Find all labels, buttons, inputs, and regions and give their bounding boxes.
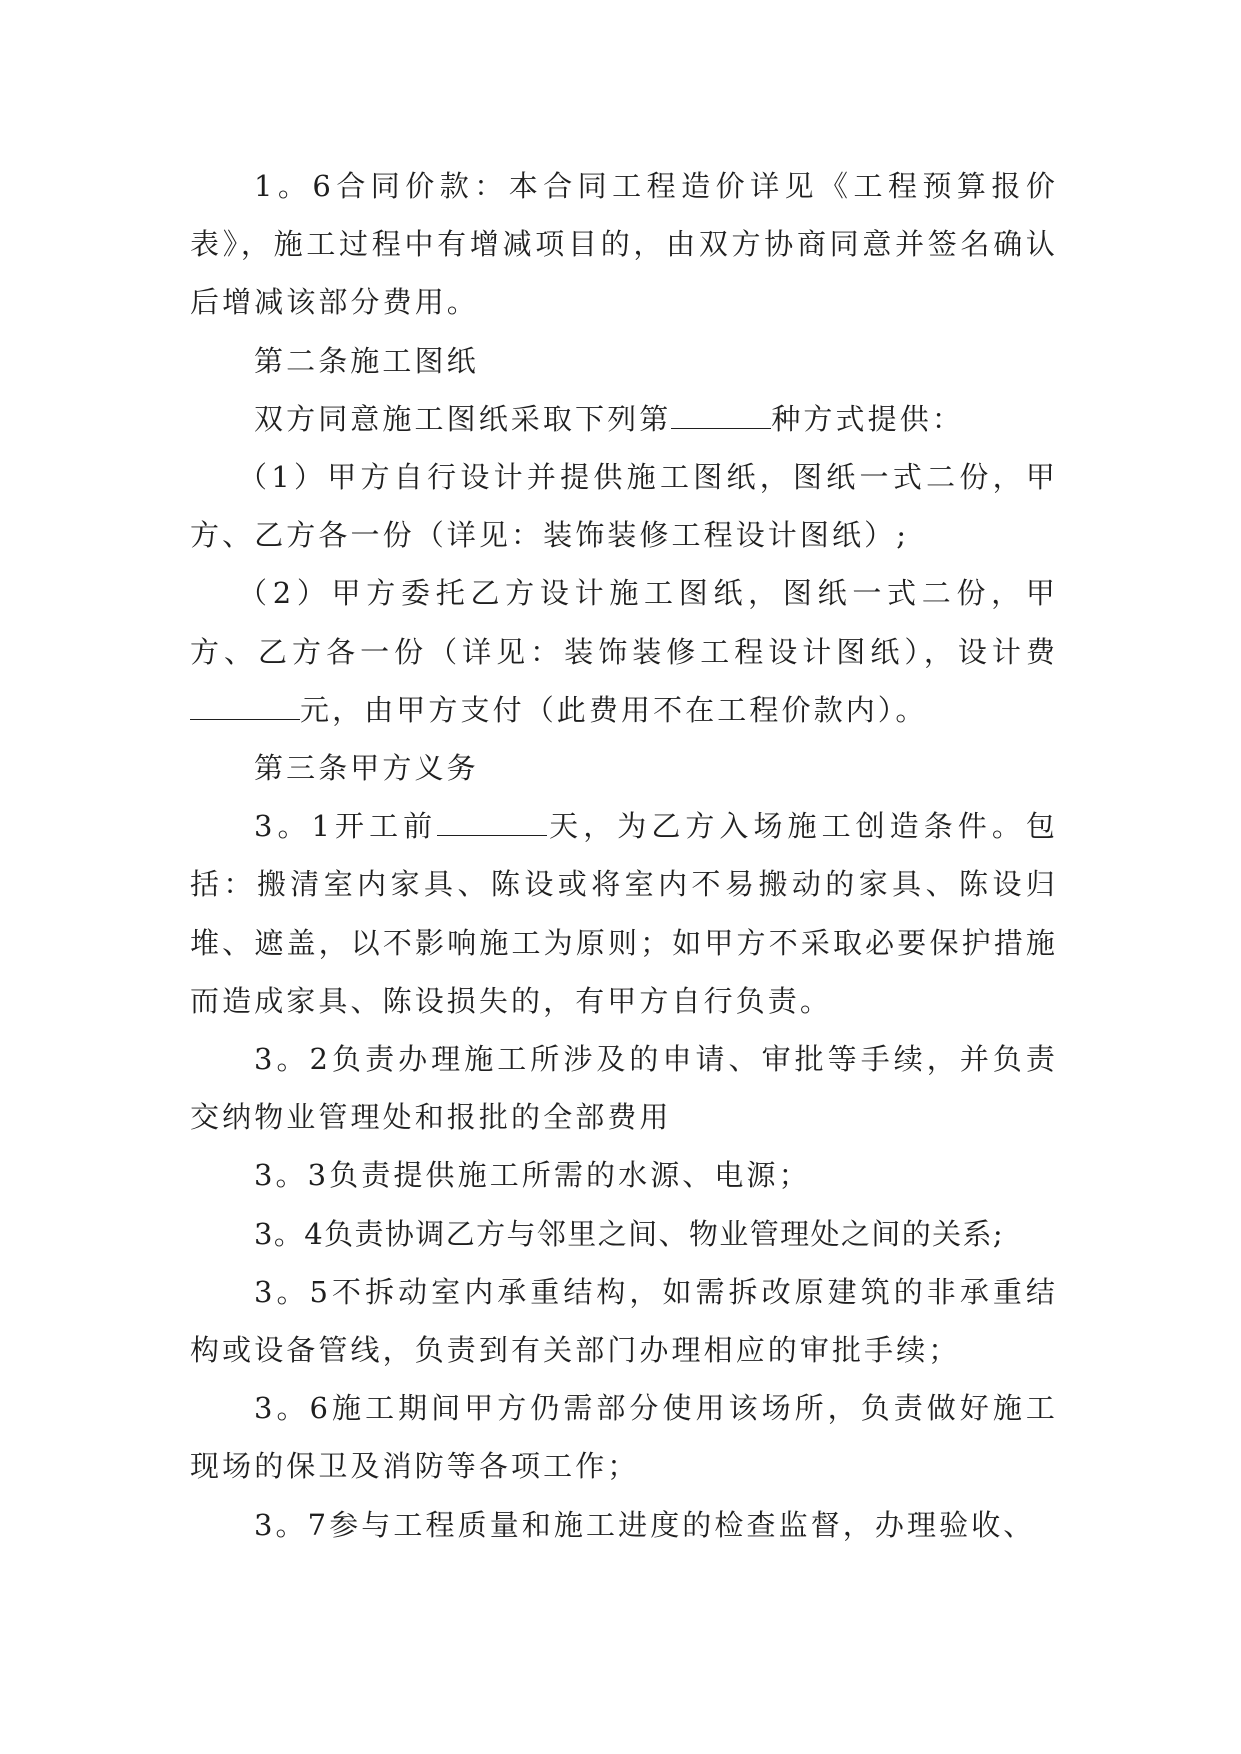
document-body <box>190 157 1058 1554</box>
drawings-method-paragraph <box>190 390 1058 448</box>
option-2-text-before: （2）甲方委托乙方设计施工图纸，图纸一式二份，甲方、乙方各一份（详见：装饰装修工程设计图纸），设计费 <box>190 576 1058 669</box>
drawings-method-text-after: 种方式提供： <box>771 401 964 436</box>
article-2-heading: 第二条施工图纸 <box>254 343 479 378</box>
option-1-paragraph: （1）甲方自行设计并提供施工图纸，图纸一式二份，甲方、乙方各一份（详见：装饰装修工程设计图纸）; <box>190 460 1058 553</box>
design-fee-blank <box>190 681 300 720</box>
clause-1-6-contract-price: 1。6合同价款：本合同工程造价详见《工程预算报价表》，施工过程中有增减项目的，由双方协商同意并签名确认后增减该部分费用。 <box>190 169 1058 320</box>
option-2-text-after: 元，由甲方支付（此费用不在工程价款内）。 <box>300 692 928 727</box>
clause-3-3-paragraph: 3。3负责提供施工所需的水源、电源； <box>254 1158 811 1193</box>
days-before-start-blank <box>437 797 547 836</box>
clause-3-7-paragraph: 3。7参与工程质量和施工进度的检查监督，办理验收、 <box>254 1507 1036 1542</box>
clause-3-2-paragraph: 3。2负责办理施工所涉及的申请、审批等手续，并负责交纳物业管理处和报批的全部费用 <box>190 1042 1058 1135</box>
article-3-heading: 第三条甲方义务 <box>254 751 479 786</box>
clause-3-1-paragraph <box>190 797 1058 1030</box>
clause-3-5-paragraph: 3。5不拆动室内承重结构，如需拆改原建筑的非承重结构或设备管线，负责到有关部门办理相应的审批手续； <box>190 1274 1058 1368</box>
option-2-paragraph <box>190 564 1058 739</box>
method-number-blank <box>671 390 771 429</box>
clause-3-6-paragraph: 3。6施工期间甲方仍需部分使用该场所，负责做好施工现场的保卫及消防等各项工作； <box>190 1391 1058 1484</box>
clause-3-4-paragraph: 3。4负责协调乙方与邻里之间、物业管理处之间的关系; <box>254 1216 1005 1251</box>
clause-3-1-text-after: 天，为乙方入场施工创造条件。包括：搬清室内家具、陈设或将室内不易搬动的家具、陈设归堆、遮盖，以不影响施工为原则；如甲方不采取必要保护措施而造成家具、陈设损失的，有甲方自行负责。 <box>190 809 1058 1018</box>
drawings-method-text-before: 双方同意施工图纸采取下列第 <box>254 401 672 436</box>
clause-3-1-text-before: 3。1开工前 <box>254 809 438 844</box>
